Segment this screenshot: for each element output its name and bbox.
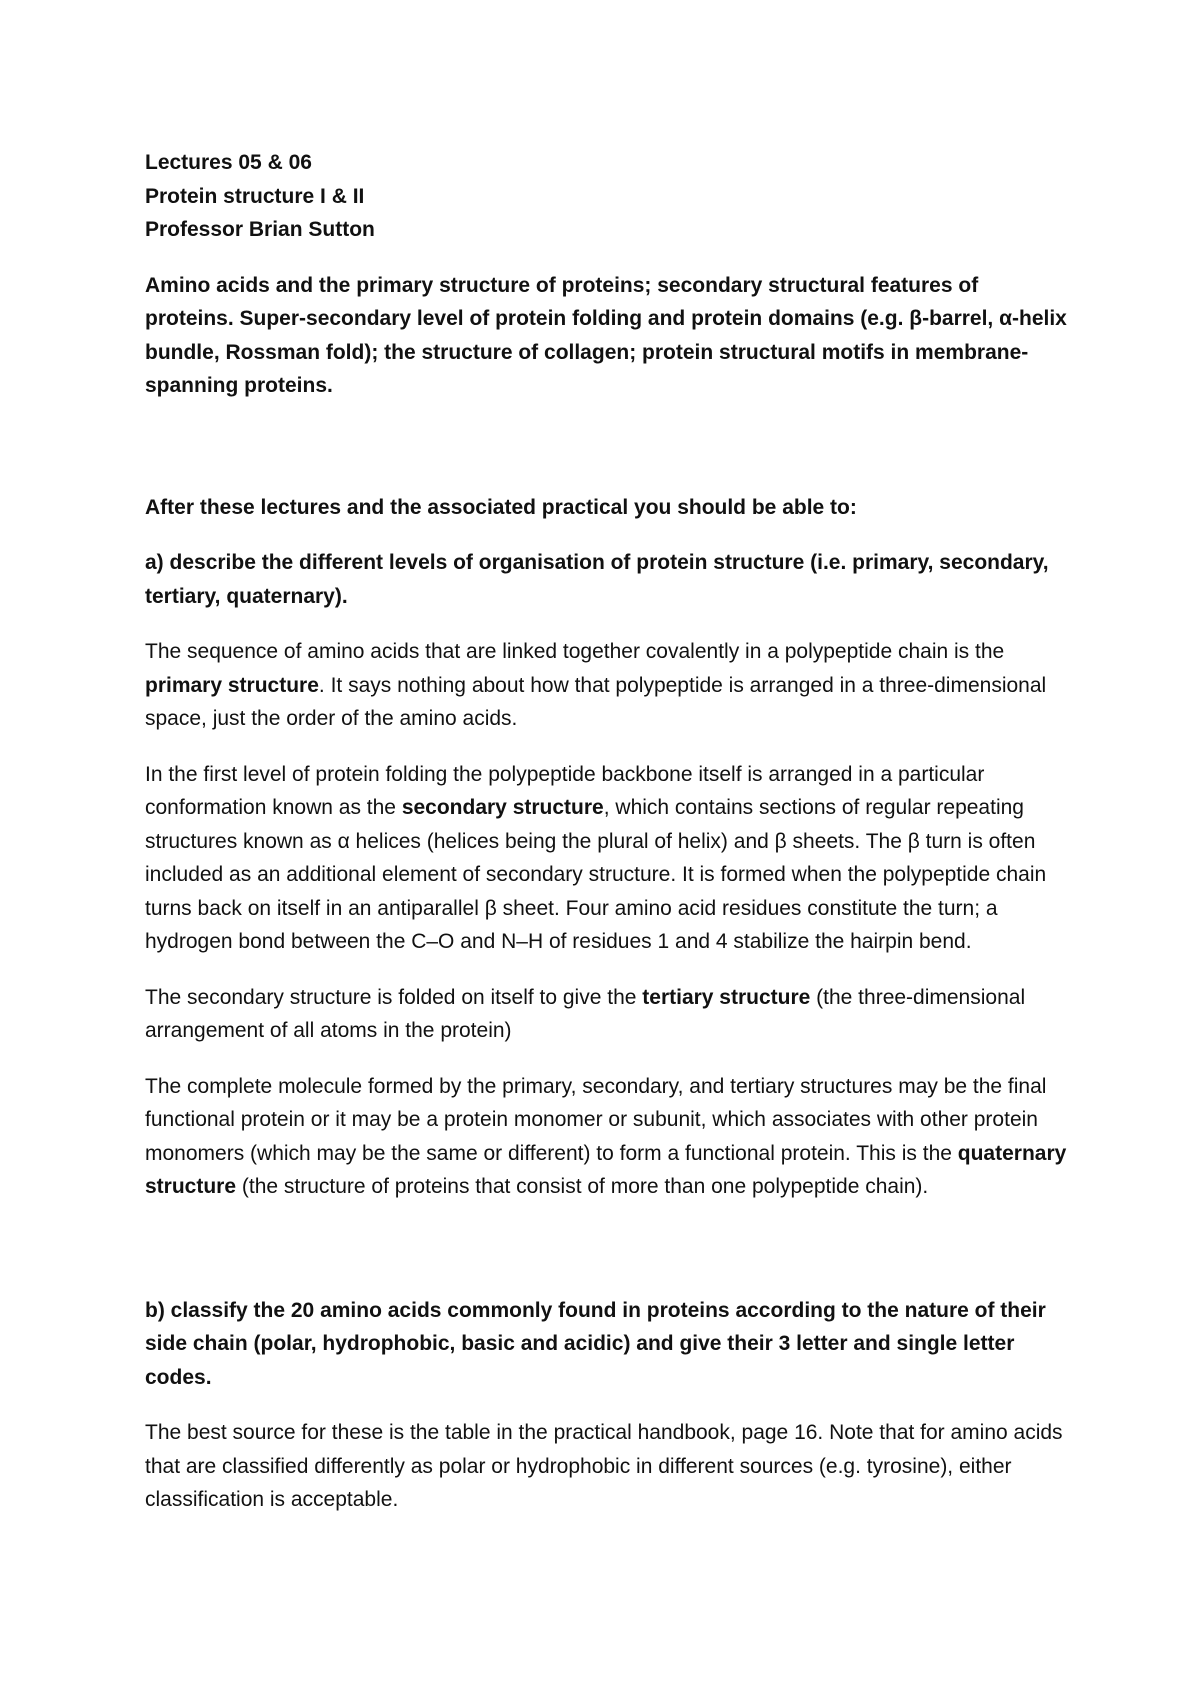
objective-a: a) describe the different levels of organisation of protein structure (i.e. primary, secondary, tertiary, quaternary). <box>145 551 1049 608</box>
paragraph-text: In the first level of protein folding the polypeptide backbone itself is arranged in a particular conformation known as the <box>145 762 985 819</box>
paragraph-quaternary-structure <box>145 1070 1070 1204</box>
paragraph-secondary-structure <box>145 758 1070 959</box>
paragraph-text: The sequence of amino acids that are linked together covalently in a polypeptide chain is the <box>145 640 1005 663</box>
paragraph-text: The secondary structure is folded on itself to give the <box>145 985 643 1009</box>
paragraph-text: , which contains sections of regular repeating structures known as α helices (helices being the plural of helix) and β sheets. The β turn is often included as an additional element of secondary structure. It is formed when the polypeptide chain turns back on itself in an antiparallel β sheet. Four amino acid residues constitute the turn; a hydrogen bond between the C–O and N–H of residues 1 and 4 stabilize the hairpin bend. <box>145 796 1047 953</box>
paragraph-text: The complete molecule formed by the primary, secondary, and tertiary structures may be the final functional protein or it may be a protein monomer or subunit, which associates with other protein monomers (which may be the same or different) to form a functional protein. This is the <box>145 1074 1047 1165</box>
document-page <box>145 146 1070 1517</box>
term-tertiary-structure: tertiary structure <box>642 985 811 1009</box>
paragraph-amino-acid-source: The best source for these is the table in the practical handbook, page 16. Note that for amino acids that are classified differently as polar or hydrophobic in different sources (e.g. tyrosine), either classification is acceptable. <box>145 1421 1063 1511</box>
objective-b: b) classify the 20 amino acids commonly found in proteins according to the nature of their side chain (polar, hydrophobic, basic and acidic) and give their 3 letter and single letter codes. <box>145 1298 1046 1389</box>
lecturer-name: Professor Brian Sutton <box>145 218 375 241</box>
term-quaternary-structure: quaternary structure <box>145 1141 1067 1198</box>
lecture-topic: Protein structure I & II <box>145 184 365 208</box>
paragraph-primary-structure <box>145 635 1070 736</box>
term-primary-structure: primary structure <box>145 673 319 697</box>
lecture-numbers: Lectures 05 & 06 <box>145 151 312 174</box>
paragraph-text: (the three-dimensional arrangement of all atoms in the protein) <box>145 985 1026 1042</box>
lecture-summary: Amino acids and the primary structure of proteins; secondary structural features of proteins. Super-secondary level of protein folding and protein domains (e.g. β-barrel, α-helix bundle, Rossman fold); the structure of collagen; protein structural motifs in membrane-spanning proteins. <box>145 273 1067 397</box>
paragraph-text: (the structure of proteins that consist of more than one polypeptide chain). <box>236 1175 929 1198</box>
term-secondary-structure: secondary structure <box>401 796 604 819</box>
paragraph-text: . It says nothing about how that polypeptide is arranged in a three-dimensional space, just the order of the amino acids. <box>145 673 1047 730</box>
objectives-intro: After these lectures and the associated practical you should be able to: <box>145 495 857 519</box>
paragraph-tertiary-structure <box>145 981 1070 1048</box>
